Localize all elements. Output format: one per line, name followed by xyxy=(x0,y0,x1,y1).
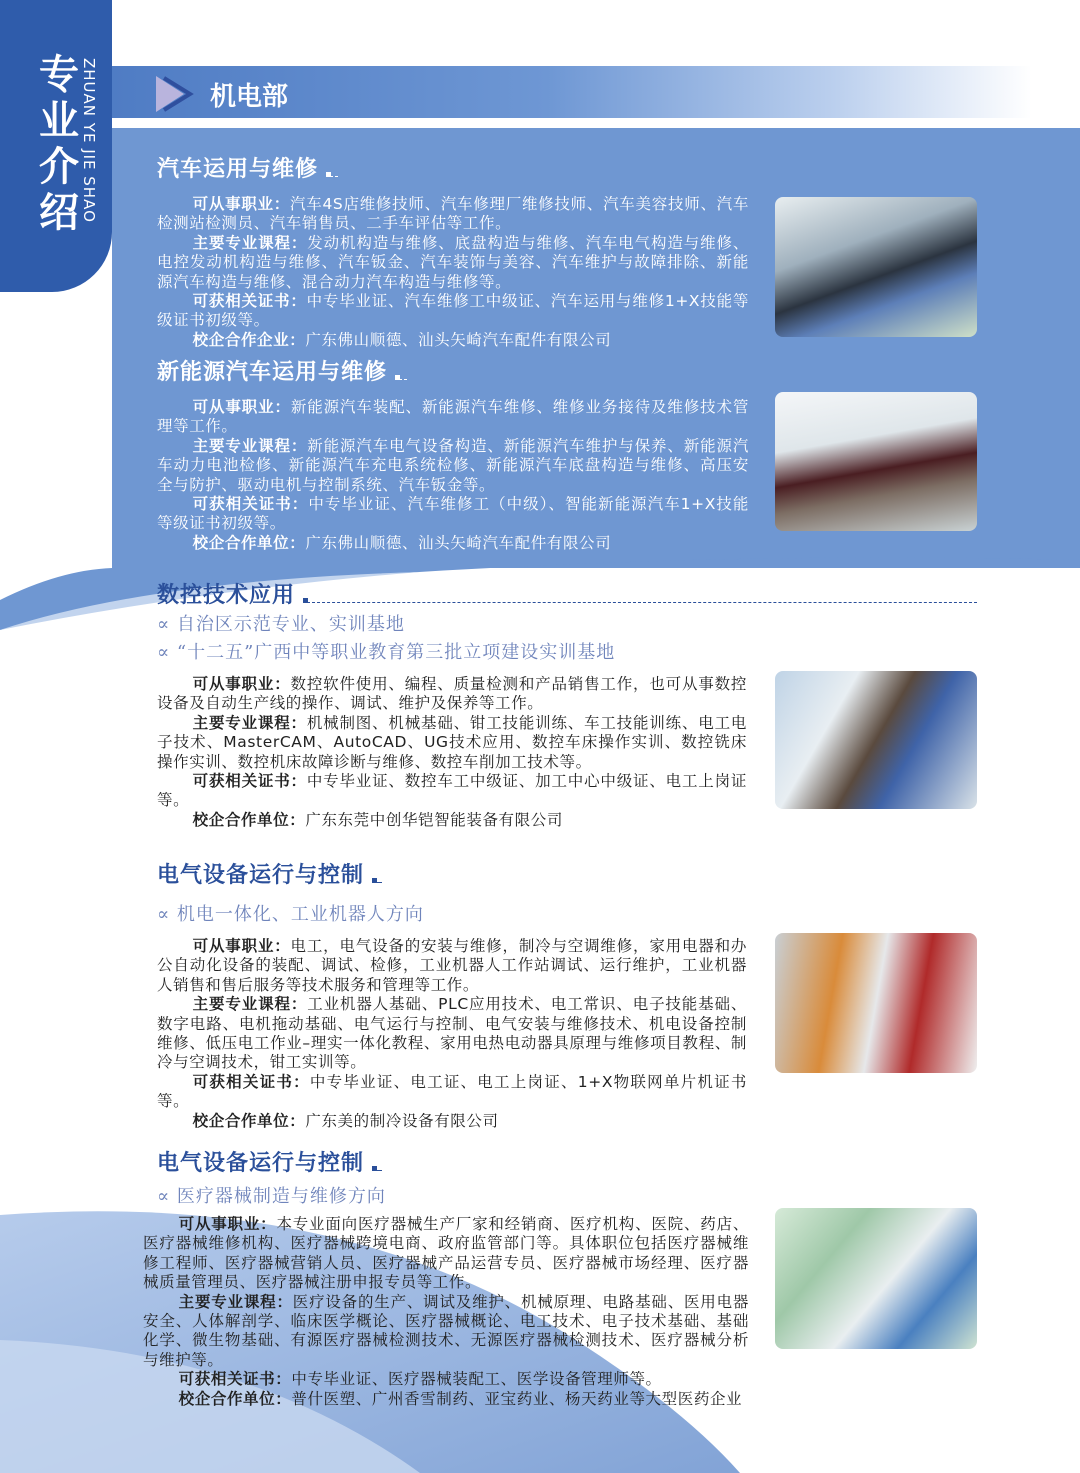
major-highlight: ∝ 机电一体化、工业机器人方向 xyxy=(157,904,424,925)
arrow-icon xyxy=(156,76,196,112)
item-text: 中专毕业证、数控车工中级证、加工中心中级证、电工上岗证等。 xyxy=(157,772,748,810)
item-text: 普什医塑、广州香雪制药、亚宝药业、杨天药业等大型医药企业 xyxy=(291,1389,743,1408)
major-item xyxy=(143,1293,749,1371)
item-label: 可获相关证书： xyxy=(192,772,307,791)
photo-ev-workshop xyxy=(775,392,977,531)
item-text: 中专毕业证、汽车维修工中级证、汽车运用与维修1+X技能等级证书初级等。 xyxy=(157,292,749,330)
major-item xyxy=(157,714,747,772)
item-text: 广东佛山顺德、汕头矢崎汽车配件有限公司 xyxy=(305,330,612,349)
major-item xyxy=(157,195,749,234)
major-section xyxy=(157,152,749,350)
item-text: 汽车4S店维修技师、汽车修理厂维修技师、汽车美容技师、汽车检测站检测员、汽车销售员、二手车评估等工作。 xyxy=(157,195,749,233)
major-title: 新能源汽车运用与维修 xyxy=(157,360,388,385)
major-item xyxy=(157,534,749,553)
item-label: 可获相关证书： xyxy=(192,1072,310,1091)
item-text: 广东东莞中创华铠智能装备有限公司 xyxy=(305,810,563,829)
department-header xyxy=(112,66,1080,118)
item-text: 发动机构造与维修、底盘构造与维修、汽车电气构造与维修、电控发动机构造与维修、汽车钣金、汽车装饰与美容、汽车维护与故障排除、新能源汽车构造与维修、混合动力汽车构造与维修等。 xyxy=(157,233,750,291)
major-title: 电气设备运行与控制 xyxy=(157,1151,365,1176)
item-label: 校企合作单位： xyxy=(192,533,306,552)
item-label: 可从事职业： xyxy=(192,398,291,416)
side-tab-title: 专业介绍 xyxy=(39,52,79,236)
department-title: 机电部 xyxy=(210,82,289,112)
item-label: 可从事职业： xyxy=(192,675,291,693)
major-item xyxy=(157,437,749,495)
item-text: 新能源汽车装配、新能源汽车维修、维修业务接待及维修技术管理等工作。 xyxy=(157,398,749,436)
item-text: 工业机器人基础、PLC应用技术、电工常识、电子技能基础、数字电路、电机拖动基础、电气运行与控制、电气安装与维修技术、机电设备控制维修、低压电工作业–理实一体化教程、家用电热电动器具原理与维修项目教程、制冷与空调技术，钳工实训等。 xyxy=(157,995,748,1072)
photo-auto-repair xyxy=(775,197,977,337)
major-section xyxy=(157,858,747,1131)
major-item xyxy=(157,995,747,1073)
item-text: 机械制图、机械基础、钳工技能训练、车工技能训练、电工电子技术、MasterCAM、AutoCAD、UG技术应用、数控车床操作实训、数控铣床操作实训、数控机床故障诊断与维修、数控车削加工技术等。 xyxy=(157,713,748,771)
item-text: 新能源汽车电气设备构造、新能源汽车维护与保养、新能源汽车动力电池检修、新能源汽车充电系统检修、新能源汽车底盘构造与维修、高压安全与防护、驱动电机与控制系统、汽车钣金等。 xyxy=(157,436,750,494)
major-highlight: ∝ “十二五”广西中等职业教育第三批立项建设实训基地 xyxy=(157,642,616,663)
item-text: 数控软件使用、编程、质量检测和产品销售工作，也可从事数控设备及自动生产线的操作、调试、维护及保养等工作。 xyxy=(157,675,747,713)
major-item xyxy=(157,811,747,830)
item-label: 可从事职业： xyxy=(178,1215,277,1233)
major-item xyxy=(157,772,747,811)
major-item xyxy=(143,1215,749,1293)
major-section xyxy=(143,1146,749,1409)
item-label: 可获相关证书： xyxy=(192,495,309,514)
photo-robot-lab xyxy=(775,933,977,1073)
dashed-divider xyxy=(399,379,407,380)
major-title: 电气设备运行与控制 xyxy=(157,863,365,888)
item-label: 校企合作单位： xyxy=(192,810,306,829)
major-item xyxy=(157,675,747,714)
major-title: 数控技术应用 xyxy=(157,583,296,608)
item-label: 校企合作单位： xyxy=(178,1389,292,1408)
major-highlight: ∝ 自治区示范专业、实训基地 xyxy=(157,614,405,635)
section-side-tab xyxy=(0,0,112,292)
item-text: 广东佛山顺德、汕头矢崎汽车配件有限公司 xyxy=(305,533,612,552)
major-item xyxy=(157,1112,747,1131)
major-item xyxy=(157,292,749,331)
major-highlight: ∝ 医疗器械制造与维修方向 xyxy=(157,1186,386,1207)
dashed-divider xyxy=(376,882,382,883)
major-item xyxy=(143,1370,749,1389)
item-label: 主要专业课程： xyxy=(192,436,308,455)
item-text: 中专毕业证、电工证、电工上岗证、1+X物联网单片机证书等。 xyxy=(157,1072,748,1111)
item-label: 主要专业课程： xyxy=(192,233,308,252)
photo-cnc-lab xyxy=(775,671,977,809)
item-label: 校企合作单位： xyxy=(192,1111,306,1130)
item-text: 医疗设备的生产、调试及维护、机械原理、电路基础、医用电器安全、人体解剖学、临床医学概论、医疗器械概论、电工技术、电子技术基础、基础化学、微生物基础、有源医疗器械检测技术、无源医疗器械检测技术、医疗器械分析与维护等。 xyxy=(143,1292,750,1369)
item-label: 可从事职业： xyxy=(192,195,290,213)
major-item xyxy=(157,398,749,437)
dashed-divider xyxy=(330,176,338,177)
item-label: 主要专业课程： xyxy=(178,1292,293,1311)
major-item xyxy=(157,234,749,292)
photo-medical-device-lab xyxy=(775,1208,977,1349)
item-text: 本专业面向医疗器械生产厂家和经销商、医疗机构、医院、药店、医疗器械维修机构、医疗器械跨境电商、政府监管部门等。具体职位包括医疗器械维修工程师、医疗器械营销人员、医疗器械产品运营专员、医疗器械市场经理、医疗器械质量管理员、医疗器械注册申报专员等工作。 xyxy=(143,1215,749,1292)
major-item xyxy=(157,1073,747,1112)
dashed-divider xyxy=(376,1170,382,1171)
major-item xyxy=(143,1390,749,1409)
major-item xyxy=(157,331,749,350)
item-text: 中专毕业证、医疗器械装配工、医学设备管理师等。 xyxy=(291,1370,662,1389)
side-tab-pinyin: ZHUAN YE JIE SHAO xyxy=(80,58,98,223)
item-label: 可获相关证书： xyxy=(192,292,307,311)
major-title: 汽车运用与维修 xyxy=(157,157,319,182)
dashed-divider xyxy=(307,602,977,603)
item-label: 可获相关证书： xyxy=(178,1370,292,1389)
item-label: 校企合作企业： xyxy=(192,330,306,349)
item-text: 电工，电气设备的安装与维修，制冷与空调维修，家用电器和办公自动化设备的装配、调试、检修，工业机器人工作站调试、运行维护，工业机器人销售和售后服务等技术服务和管理等工作。 xyxy=(157,937,747,994)
major-item xyxy=(157,495,749,534)
item-label: 可从事职业： xyxy=(192,937,291,955)
item-text: 中专毕业证、汽车维修工（中级）、智能新能源汽车1+X技能等级证书初级等。 xyxy=(157,495,749,533)
item-label: 主要专业课程： xyxy=(192,995,308,1014)
major-section xyxy=(157,355,749,553)
major-item xyxy=(157,937,747,995)
item-label: 主要专业课程： xyxy=(192,713,307,732)
item-text: 广东美的制冷设备有限公司 xyxy=(305,1111,499,1130)
